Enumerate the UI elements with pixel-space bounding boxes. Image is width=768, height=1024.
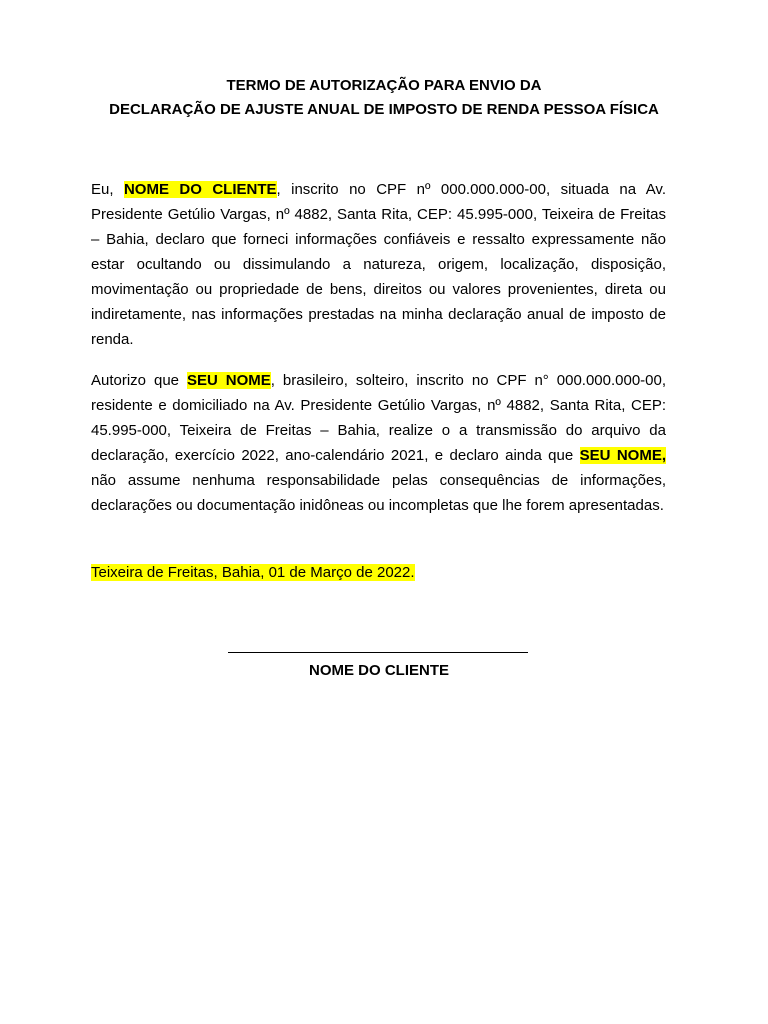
- paragraph-authorization: [91, 368, 666, 518]
- place-date-highlight: Teixeira de Freitas, Bahia, 01 de Março de 2022.: [91, 564, 415, 581]
- paragraph-1-body: , inscrito no CPF nº 000.000.000-00, situada na Av. Presidente Getúlio Vargas, nº 4882, Santa Rita, CEP: 45.995-000, Teixeira de Freitas – Bahia, declaro que forneci informações confiáveis e ressalto expressamente não estar ocultando ou dissimulando a natureza, origem, localização, disposição, movimentação ou propriedade de bens, direitos ou valores provenientes, direta ou indiretamente, nas informações prestadas na minha declaração anual de imposto de renda.: [91, 181, 666, 348]
- paragraph-1-prefix: Eu,: [91, 181, 124, 198]
- signature-line: [228, 652, 528, 653]
- paragraph-declaration: [91, 177, 666, 352]
- document-title-line-1: TERMO DE AUTORIZAÇÃO PARA ENVIO DA: [226, 77, 542, 94]
- document-title-line-2: DECLARAÇÃO DE AJUSTE ANUAL DE IMPOSTO DE RENDA PESSOA FÍSICA: [109, 101, 659, 118]
- authorized-name-highlight: SEU NOME: [186, 372, 271, 389]
- signature-name: NOME DO CLIENTE: [308, 662, 449, 679]
- client-name-highlight: NOME DO CLIENTE: [123, 181, 277, 198]
- authorized-name-highlight-2: SEU NOME,: [579, 447, 667, 464]
- paragraph-2-prefix: Autorizo que: [91, 372, 187, 389]
- paragraph-2-middle: , brasileiro, solteiro, inscrito no CPF n° 000.000.000-00, residente e domiciliado na Av. Presidente Getúlio Vargas, nº 4882, Santa Rita, CEP: 45.995-000, Teixeira de Freitas – Bahia, realize o a transmissão do arquivo da declaração, exercício 2022, ano-calendário 2021, e declaro ainda que: [91, 372, 667, 464]
- place-and-date: [91, 560, 415, 585]
- paragraph-2-suffix: não assume nenhuma responsabilidade pelas consequências de informações, declarações ou documentação inidôneas ou incompletas que lhe forem apresentadas.: [91, 472, 666, 514]
